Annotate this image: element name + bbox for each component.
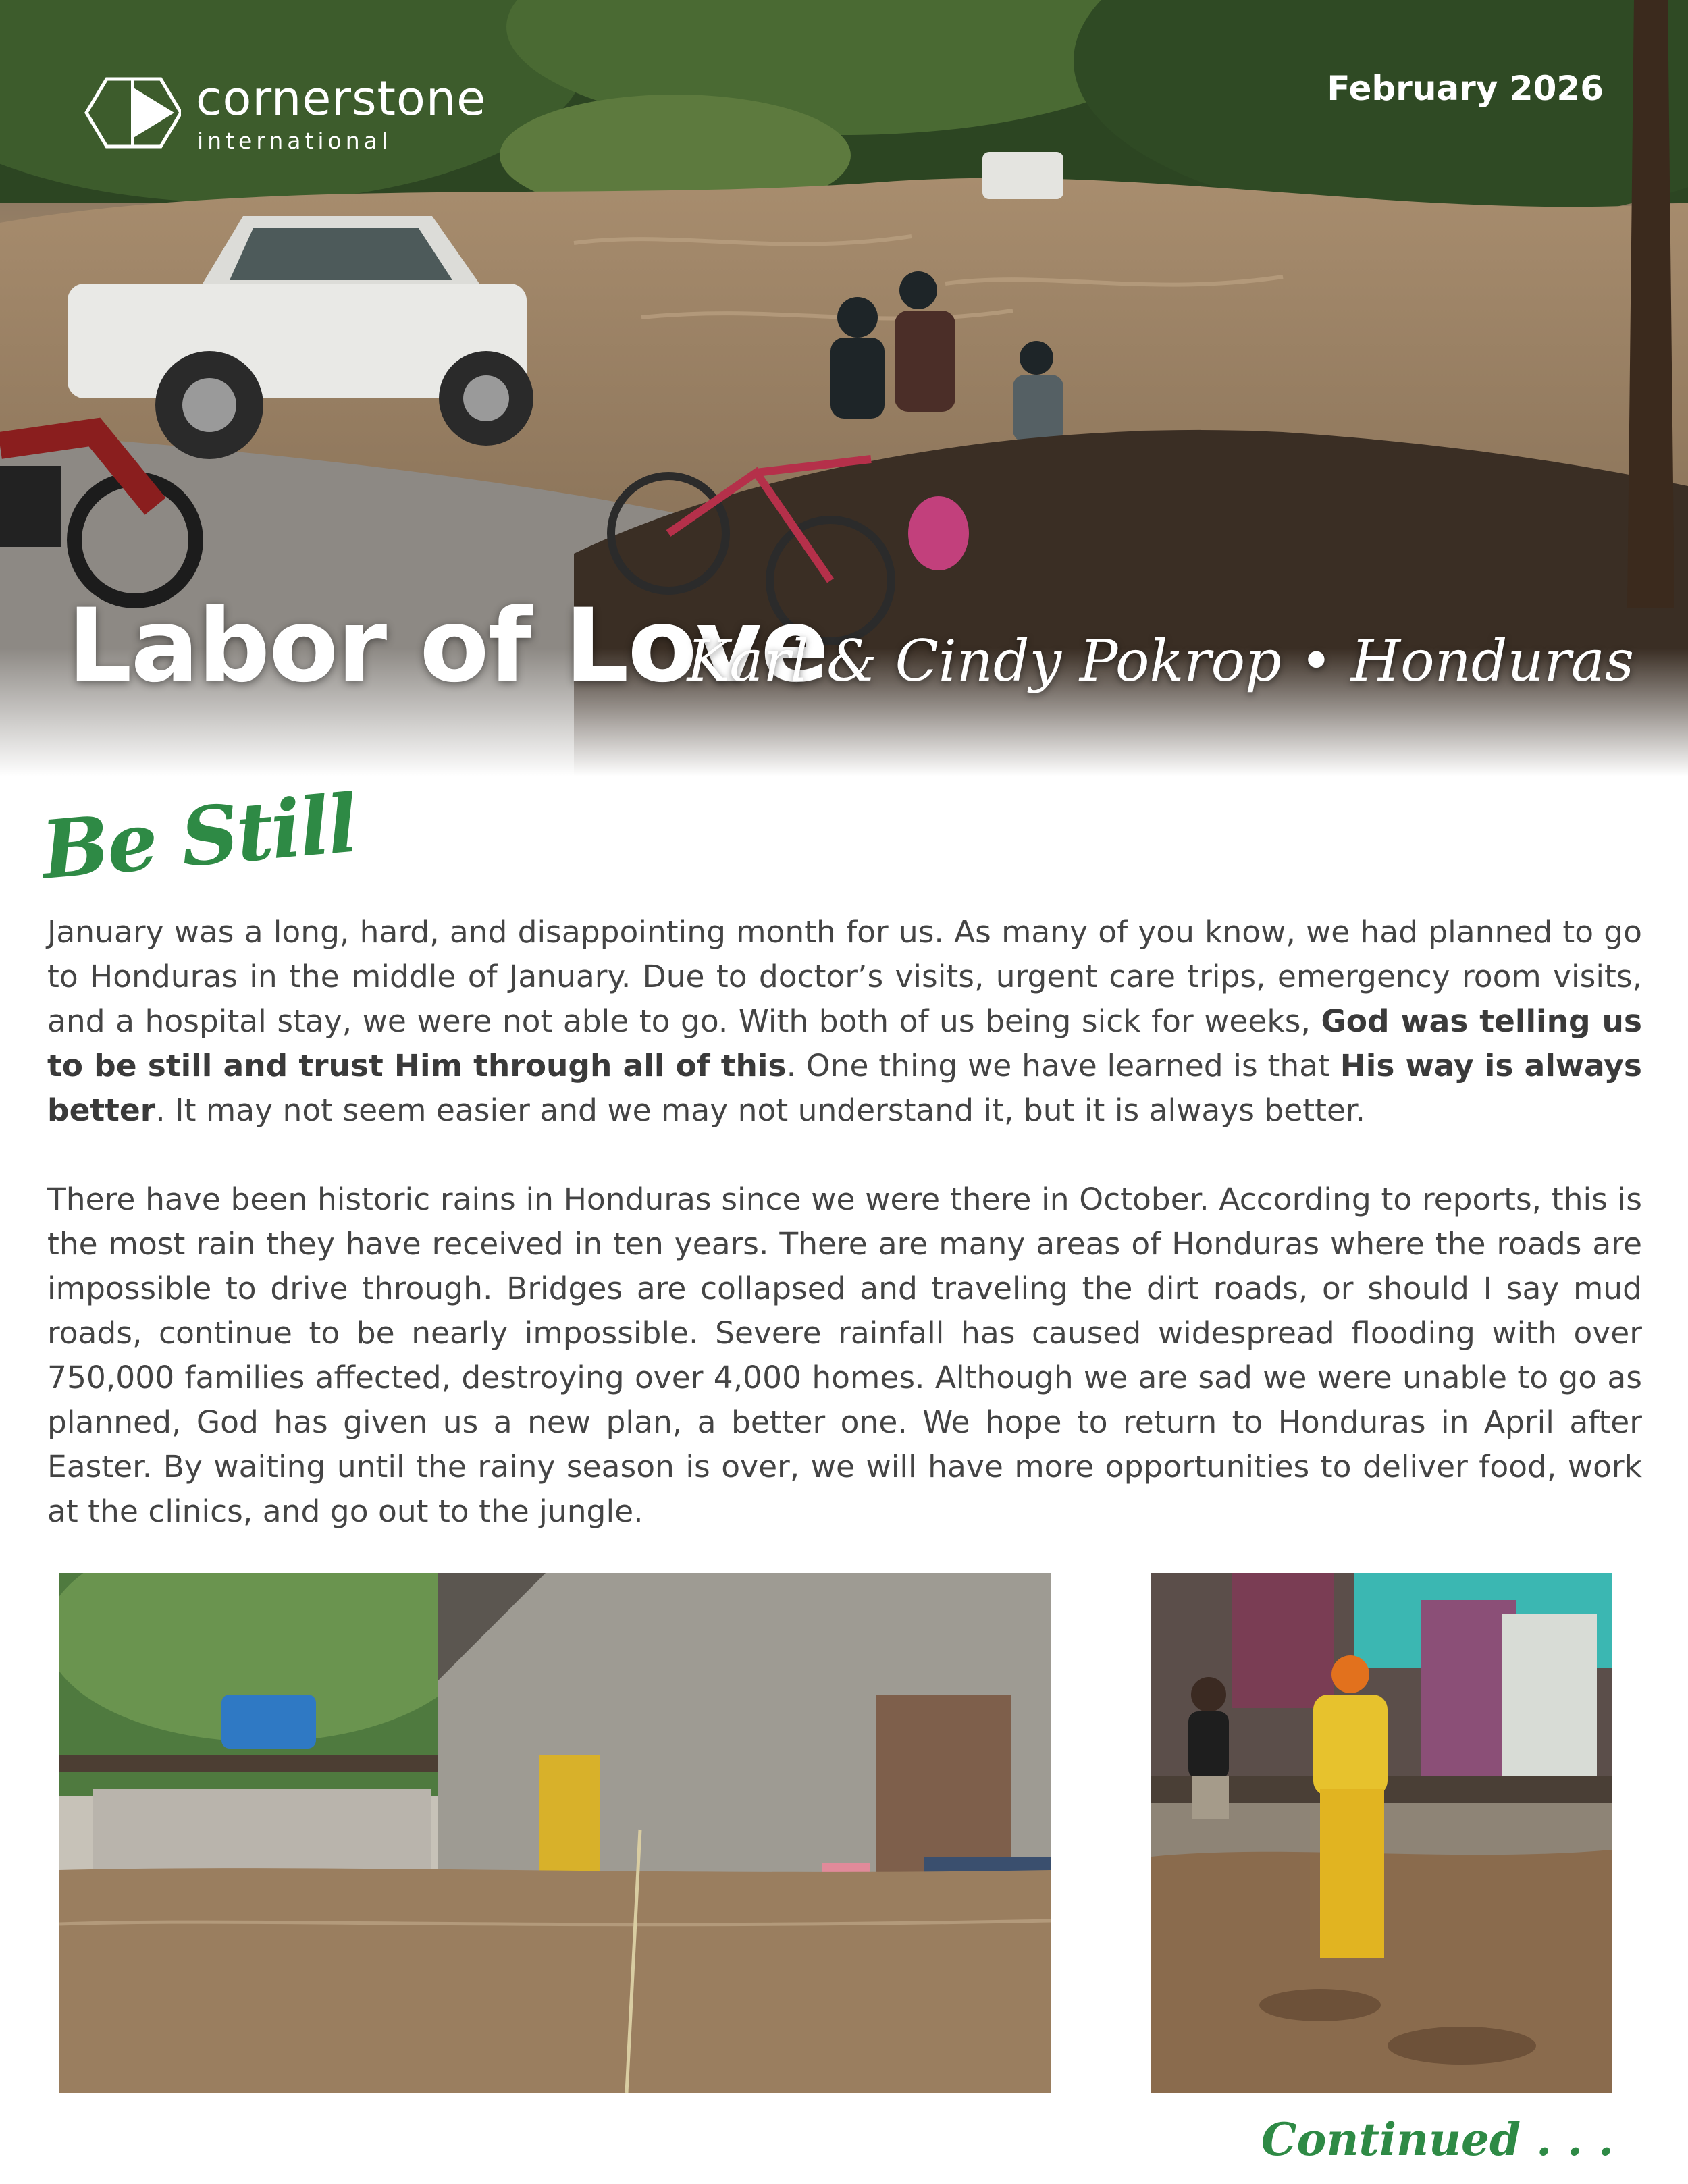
- flooded-house-photo: [59, 1573, 1051, 2093]
- article-body: [47, 910, 1642, 1578]
- paragraph-1-text-2: . One thing we have learned is that: [786, 1048, 1340, 1084]
- muddy-yard-photo: [1151, 1573, 1612, 2093]
- missionary-byline: Karl & Cindy Pokrop • Honduras: [687, 628, 1634, 694]
- logo-name: cornerstone: [196, 71, 487, 126]
- section-heading: Be Still: [37, 776, 360, 897]
- logo-subtitle: international: [197, 128, 392, 154]
- paragraph-1-text: January was a long, hard, and disappointing month for us. As many of you know, we had planned to go to Honduras in the middle of January. Due to doctor’s visits, urgent care trips, emergency room visits, and a hospital stay, we were not able to go. With both of us being sick for weeks,: [47, 914, 1642, 1039]
- cornerstone-logo[interactable]: [80, 71, 498, 159]
- paragraph-1-text-3: . It may not seem easier and we may not understand it, but it is always better.: [155, 1092, 1365, 1128]
- continued-label: Continued . . .: [1261, 2113, 1614, 2166]
- paragraph-2: There have been historic rains in Honduras since we were there in October. According to reports, this is the most rain they have received in ten years. There are many areas of Honduras where the roads are impossible to drive through. Bridges are collapsed and traveling the dirt roads, or should I say mud roads, continue to be nearly impossible. Severe rainfall has caused widespread flooding with over 750,000 families affected, destroying over 4,000 homes. Although we are sad we were unable to go as planned, God has given us a new plan, a better one. We hope to return to Honduras in April after Easter. By waiting until the rainy season is over, we will have more opportunities to deliver food, work at the clinics, and go out to the jungle.: [47, 1181, 1642, 1529]
- hero-banner: [0, 0, 1688, 776]
- newsletter-title: Labor of Love: [68, 587, 828, 705]
- paragraph-1-emphasis-1: God was telling us to be still and trust Him through all of this: [47, 1003, 1642, 1084]
- paragraph-1-emphasis-2: His way is always better: [47, 1048, 1643, 1128]
- issue-date: February 2026: [1327, 69, 1604, 108]
- cornerstone-logo-icon: [80, 72, 181, 153]
- paragraph-1: [47, 910, 1642, 1133]
